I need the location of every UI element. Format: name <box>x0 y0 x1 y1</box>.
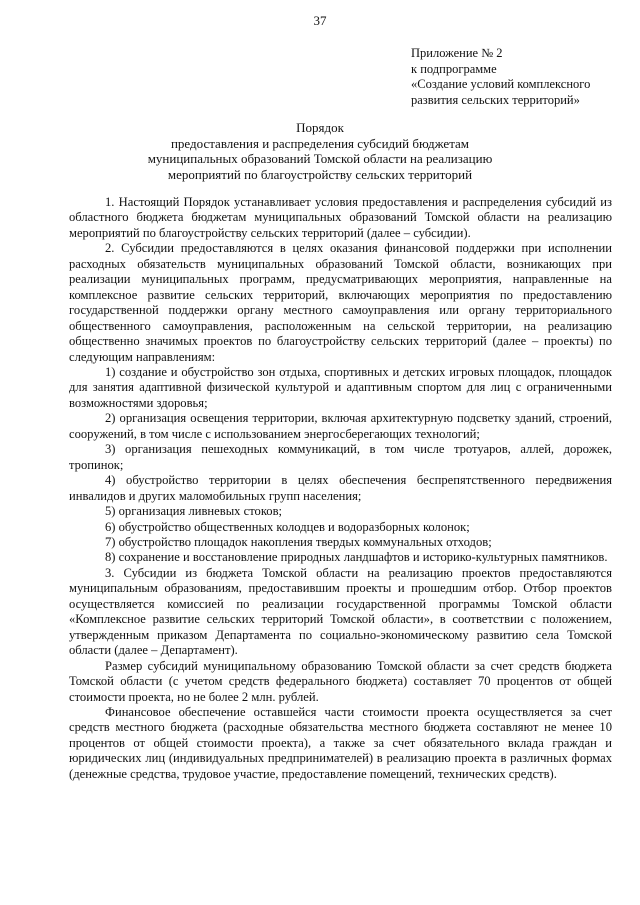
list-item-5: 5) организация ливневых стоков; <box>105 504 283 519</box>
paragraph-financing: Финансовое обеспечение оставшейся части стоимости проекта осуществляется за счет средств местного бюджета (расходные обязательства местного бюджета составляют не менее 10 процентов от общей стоимости проекта), а также за счет обязательного вклада граждан и юридических лиц (индивидуальных предпринимателей) в реализацию проекта в различных формах (денежные средства, трудовое участие, предоставление помещений, технических средств). <box>69 704 612 781</box>
list-item-7: 7) обустройство площадок накопления твердых коммунальных отходов; <box>105 534 492 549</box>
paragraph-3: 3. Субсидии из бюджета Томской области на реализацию проектов предоставляются муниципальным образованиям, предоставившим проекты и прошедшим отбор. Отбор проектов осуществляется комиссией по реализации государственной программы Томской области «Комплексное развитие сельских территорий Томской области», в соответствии с положением, утвержденным приказом Департамента по социально-экономическому развитию села Томской области (далее – Департамент). <box>69 565 612 658</box>
appendix-line: к подпрограмме <box>411 61 497 76</box>
appendix-reference <box>411 46 631 108</box>
list-item-3: 3) организация пешеходных коммуникаций, в том числе тротуаров, аллей, дорожек, тропинок; <box>69 442 612 472</box>
document-body <box>69 195 612 782</box>
appendix-line: Приложение № 2 <box>411 46 503 60</box>
title-heading: Порядок <box>296 120 344 135</box>
appendix-line: развития сельских территорий» <box>411 92 580 107</box>
list-item-2: 2) организация освещения территории, включая архитектурную подсветку зданий, строений, сооружений, в том числе с использованием энергосберегающих технологий; <box>69 411 612 441</box>
list-item-4: 4) обустройство территории в целях обеспечения беспрепятственного передвижения инвалидов и других маломобильных групп населения; <box>69 473 612 503</box>
paragraph-1: 1. Настоящий Порядок устанавливает условия предоставления и распределения субсидий из областного бюджета бюджетам муниципальных образований Томской области на реализацию мероприятий по благоустройству сельских территорий (далее – субсидии). <box>69 195 612 240</box>
paragraph-subsidy-size: Размер субсидий муниципальному образованию Томской области за счет средств бюджета Томской области (с учетом средств федерального бюджета) составляет 70 процентов от общей стоимости проекта, но не более 2 млн. рублей. <box>69 658 612 704</box>
list-item-6: 6) обустройство общественных колодцев и водоразборных колонок; <box>105 519 470 534</box>
title-line: муниципальных образований Томской области на реализацию <box>147 151 493 166</box>
title-line: предоставления и распределения субсидий бюджетам <box>170 135 470 151</box>
title-line: мероприятий по благоустройству сельских территорий <box>167 166 473 182</box>
appendix-line: «Создание условий комплексного <box>411 77 591 91</box>
list-item-1: 1) создание и обустройство зон отдыха, спортивных и детских игровых площадок, площадок для занятия адаптивной физической культурой и адаптивным спортом для лиц с ограниченными возможностями здоровья; <box>69 364 612 410</box>
paragraph-2: 2. Субсидии предоставляются в целях оказания финансовой поддержки при исполнении расходных обязательств муниципальных образований Томской области, возникающих при реализации муниципальных программ, предусматривающих мероприятия, направленные на комплексное развитие сельских территорий, включающих мероприятия по предоставлению государственной поддержки органу местного самоуправления или органу территориального общественного самоуправления, расположенным на сельской территории, на реализацию общественно значимых проектов по благоустройству сельских территорий (далее – проекты) по следующим направлениям: <box>69 241 612 364</box>
document-title <box>0 120 640 182</box>
list-item-8: 8) сохранение и восстановление природных ландшафтов и историко-культурных памятников. <box>105 550 608 565</box>
page-number: 37 <box>313 13 327 28</box>
